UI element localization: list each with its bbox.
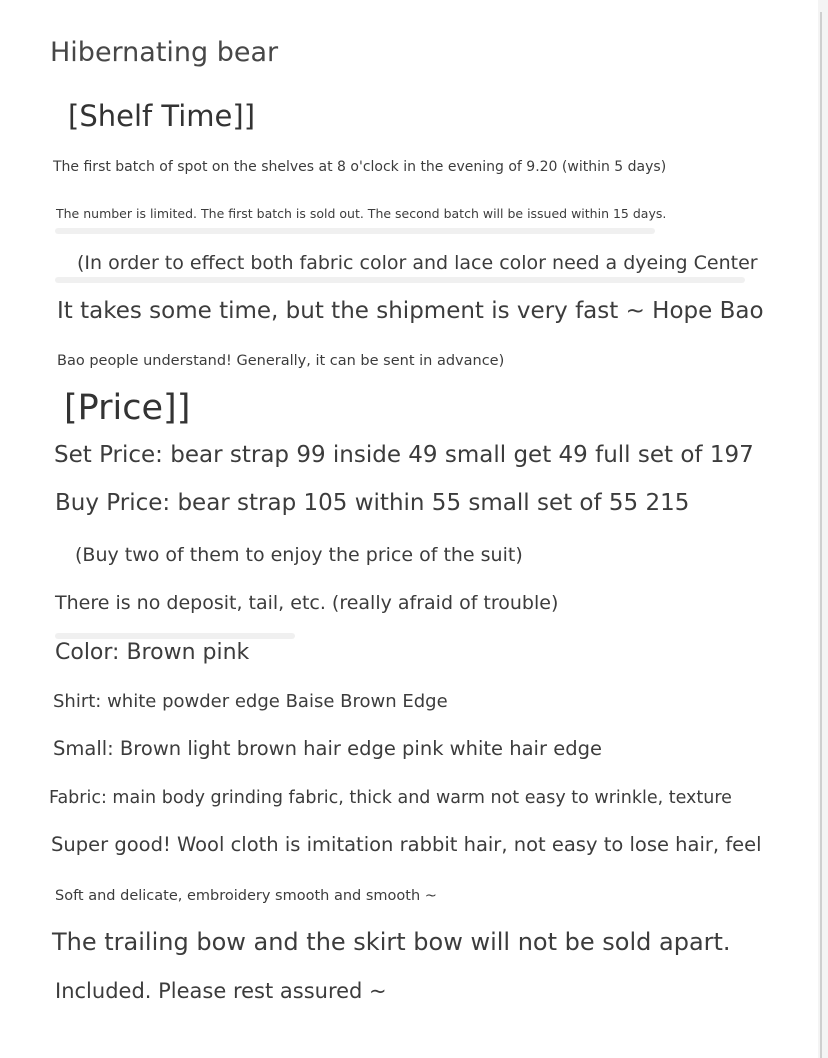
page-title: Hibernating bear — [50, 37, 279, 68]
color-line: Color: Brown pink — [55, 640, 250, 665]
price-line: (Buy two of them to enjoy the price of the suit) — [75, 544, 523, 566]
shelf-line: It takes some time, but the shipment is very fast ~ Hope Bao — [57, 298, 764, 324]
bow-line: The trailing bow and the skirt bow will not be sold apart. — [52, 928, 731, 956]
scrollbar-edge — [820, 12, 822, 1058]
shelf-line: (In order to effect both fabric color and lace color need a dyeing Center — [77, 252, 758, 274]
shelf-line: Bao people understand! Generally, it can be sent in advance) — [57, 353, 505, 369]
price-heading: [Price]] — [64, 388, 191, 428]
color-line: Small: Brown light brown hair edge pink white hair edge — [53, 737, 602, 760]
price-line: Set Price: bear strap 99 inside 49 small get 49 full set of 197 — [54, 442, 754, 468]
color-line: Shirt: white powder edge Baise Brown Edge — [53, 691, 448, 712]
ghost-text-strip — [55, 633, 295, 639]
ghost-text-strip — [55, 228, 655, 234]
ghost-text-strip — [55, 277, 745, 283]
shelf-line: The first batch of spot on the shelves at 8 o'clock in the evening of 9.20 (within 5 days) — [53, 159, 667, 175]
price-line: Buy Price: bear strap 105 within 55 small set of 55 215 — [55, 490, 690, 516]
shelf-line: The number is limited. The first batch is sold out. The second batch will be issued within 15 days. — [56, 206, 667, 221]
bow-line: Included. Please rest assured ~ — [55, 979, 387, 1003]
price-line: There is no deposit, tail, etc. (really afraid of trouble) — [55, 592, 559, 614]
fabric-line: Fabric: main body grinding fabric, thick and warm not easy to wrinkle, texture — [49, 788, 732, 808]
shelf-time-heading: [Shelf Time]] — [68, 99, 256, 133]
fabric-line: Super good! Wool cloth is imitation rabbit hair, not easy to lose hair, feel — [51, 833, 762, 856]
fabric-line: Soft and delicate, embroidery smooth and smooth ~ — [55, 888, 437, 904]
